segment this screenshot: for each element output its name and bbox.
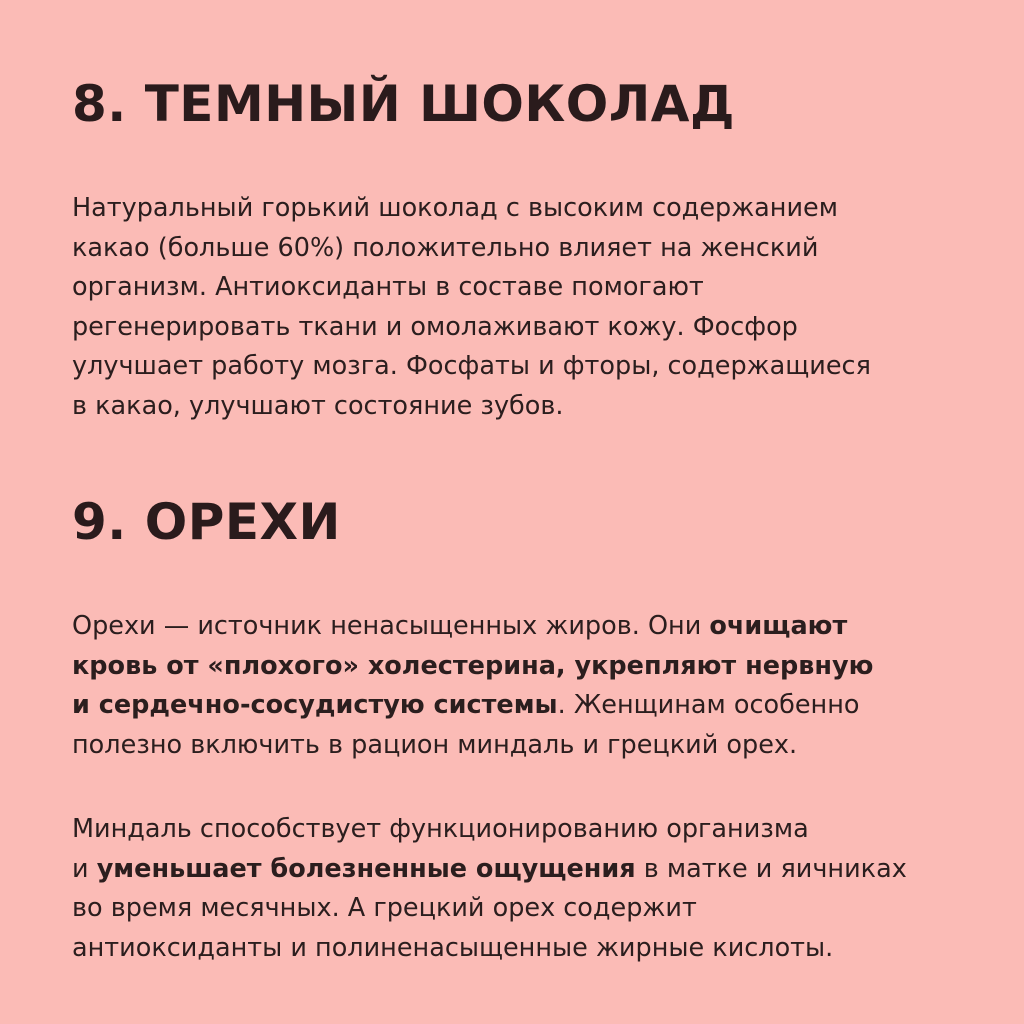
section-8-line: какао (больше 60%) положительно влияет на женский	[72, 232, 819, 263]
section-8-line: улучшает работу мозга. Фосфаты и фторы, содержащиеся	[72, 351, 871, 381]
section-9-p2-line	[72, 889, 907, 929]
section-9-p2-line	[72, 810, 907, 850]
section-8-paragraph	[72, 189, 871, 426]
plain-text: во время месячных. А грецкий орех содержит	[72, 893, 697, 923]
section-8-line: Натуральный горький шоколад с высоким содержанием	[72, 193, 838, 223]
section-9-paragraph-2	[72, 810, 907, 968]
section-9-p2-line	[72, 929, 907, 969]
section-8-title: 8. ТЕМНЫЙ ШОКОЛАД	[72, 75, 736, 133]
bold-text: уменьшает болезненные ощущения	[96, 853, 636, 884]
section-9-p1-line	[72, 726, 873, 766]
plain-text: антиоксиданты и полиненасыщенные жирные кислоты.	[72, 932, 834, 963]
section-8-line: организм. Антиоксиданты в составе помогают	[72, 272, 704, 302]
section-9-p1-line	[72, 686, 873, 726]
plain-text: полезно включить в рацион миндаль и грецкий орех.	[72, 729, 798, 760]
section-8-line: в какао, улучшают состояние зубов.	[72, 390, 564, 421]
plain-text: и	[72, 853, 97, 884]
bold-text: и сердечно-сосудистую системы	[72, 690, 558, 720]
section-9-p1-line	[72, 647, 873, 687]
section-9-p1-line	[72, 607, 873, 647]
bold-text: очищают	[709, 611, 848, 641]
plain-text: . Женщинам особенно	[557, 690, 860, 720]
plain-text: в матке и яичниках	[635, 853, 907, 884]
section-9-p2-line	[72, 850, 907, 890]
section-8-line: регенерировать ткани и омолаживают кожу. Фосфор	[72, 311, 798, 342]
plain-text: Орехи — источник ненасыщенных жиров. Они	[72, 611, 710, 641]
section-9-title: 9. ОРЕХИ	[72, 493, 341, 551]
article-page	[72, 0, 972, 1024]
section-9-paragraph-1	[72, 607, 873, 765]
plain-text: Миндаль способствует функционированию организма	[72, 814, 809, 844]
bold-text: кровь от «плохого» холестерина, укрепляют нервную	[72, 650, 874, 681]
